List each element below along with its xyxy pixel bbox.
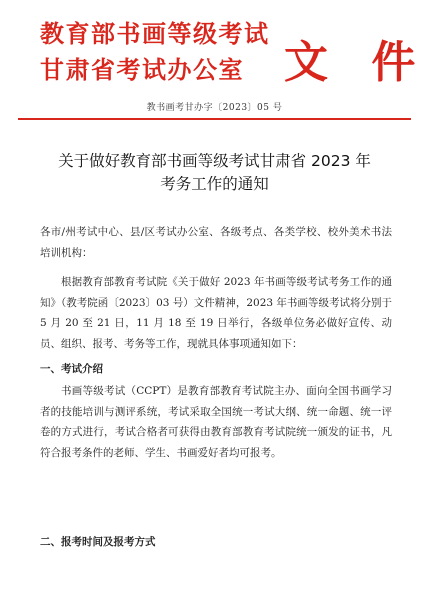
paragraph-intro: 根据教育部教育考试院《关于做好 2023 年书画等级考试考务工作的通知》（教考院函〔2023〕03 号）文件精神，2023 年书画等级考试将分别于 5 月 20 至 21 日，11 月 18 至 19 日举行，各级单位务必做好宣传、动员、组织、报考、考务等工作，现就具体事项通知如下： xyxy=(40,276,392,350)
document-title-line1: 关于做好教育部书画等级考试甘肃省 2023 年 xyxy=(58,152,371,170)
document-type-label: 文 件 xyxy=(284,37,429,88)
document-title-line2: 考务工作的通知 xyxy=(160,175,269,193)
issuer-name-line2: 甘肃省考试办公室 xyxy=(40,55,244,84)
issuer-name-line1: 教育部书画等级考试 xyxy=(40,19,270,48)
document-title xyxy=(30,150,399,196)
section-heading-registration: 二、报考时间及报考方式 xyxy=(40,536,156,548)
section-heading-exam-intro: 一、考试介绍 xyxy=(40,363,103,375)
red-header-rule xyxy=(18,118,411,120)
document-number: 教书画考甘办字〔2023〕05 号 xyxy=(146,103,283,113)
addressee: 各市/州考试中心、县/区考试办公室、各级考点、各类学校、校外美术书法培训机构： xyxy=(40,226,392,259)
paragraph-exam-intro: 书画等级考试（CCPT）是教育部教育考试院主办、面向全国书画学习者的技能培训与测评系统，考试采取全国统一考试大纲、统一命题、统一评卷的方式进行，考试合格者可获得由教育部教育考试院统一颁发的证书，凡符合报考条件的老师、学生、书画爱好者均可报考。 xyxy=(40,385,392,459)
